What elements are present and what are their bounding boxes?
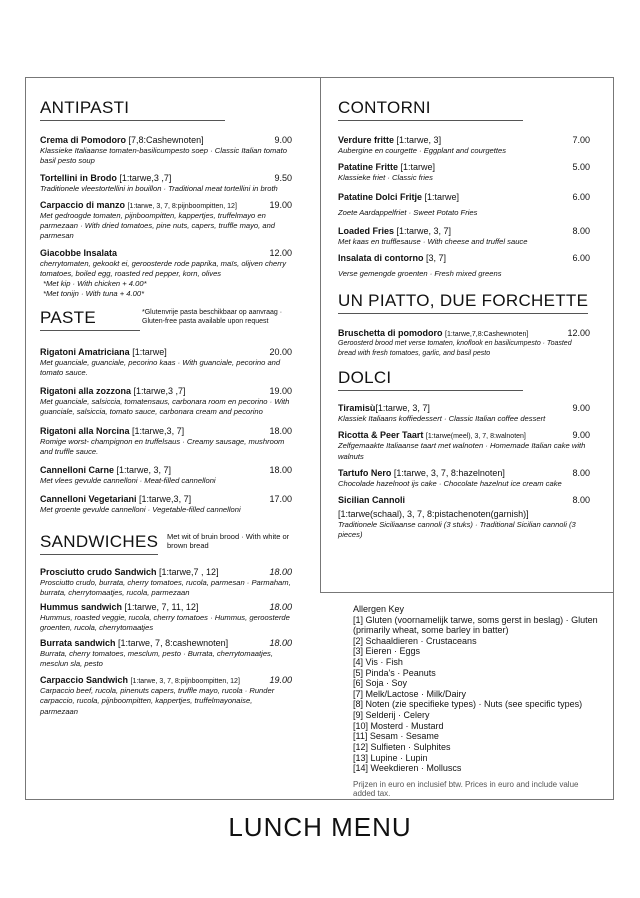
section-title: SANDWICHES [40, 532, 158, 555]
menu-item [338, 430, 590, 462]
item-name: Bruschetta di pomodoro [338, 328, 443, 339]
item-price: 7.00 [572, 135, 590, 145]
item-description: Zelfgemaakte Italiaanse taart met walnoten · Homemade Italian cake with walnuts [338, 441, 586, 461]
item-name: Tiramisù [338, 403, 376, 414]
menu-item [40, 465, 292, 486]
price-footnote: Prijzen in euro en inclusief btw. Prices in euro and include value added tax. [353, 779, 579, 799]
item-name: Carpaccio di manzo [40, 199, 126, 210]
menu-item [338, 468, 590, 489]
section-paste [40, 308, 292, 516]
menu-item [338, 403, 590, 424]
item-description: Met groente gevulde cannelloni · Vegetable-filled cannelloni [40, 505, 241, 515]
item-price: 18.00 [269, 465, 292, 475]
allergen-line: [5] Pinda's · Peanuts [353, 667, 436, 678]
item-price: 18.00 [269, 566, 292, 577]
allergen-line: [13] Lupine · Lupin [353, 752, 428, 763]
item-description: Met guanciale, salsiccia, tomatensaus, carbonara room en pecorino · With guanciale, salsiccia, tomato sauce, carbonara cream and pecorino [40, 397, 290, 417]
item-allergens: [1:tarwe, 7, 8:cashewnoten] [118, 637, 229, 648]
item-name: Rigatoni alla zozzona [40, 386, 132, 396]
item-price: 12.00 [567, 328, 590, 339]
item-allergens: [1:tarwe, 3] [396, 135, 442, 145]
menu-item [338, 328, 590, 358]
item-allergens: [7,8:Cashewnoten] [128, 135, 204, 145]
item-allergens: [1:tarwe(meel), 3, 7, 8:walnoten] [425, 433, 526, 441]
item-description: Traditionele Siciliaanse cannoli (3 stuks) · Traditional Sicilian cannoli (3 pieces) [338, 520, 576, 540]
menu-item [40, 494, 292, 515]
column-divider [320, 77, 321, 592]
item-price: 18.00 [269, 425, 292, 436]
menu-item [40, 135, 292, 167]
item-name: Sicilian Cannoli [338, 495, 406, 506]
item-allergens: [1:tarwe,7 , 12] [159, 566, 219, 577]
section-title: DOLCI [338, 368, 523, 391]
section-contorni [338, 98, 590, 279]
menu-item [40, 638, 292, 670]
item-name: Cannelloni Vegetariani [40, 494, 137, 505]
item-description: Verse gemengde groenten · Fresh mixed greens [338, 269, 502, 278]
menu-item [40, 426, 292, 458]
section-piatto [338, 291, 590, 358]
item-price: 19.00 [269, 199, 292, 210]
item-description: Burrata, cherry tomatoes, mesclum, pesto · Burrata, cherrytomaatjes, mesclun sla, pesto [40, 648, 273, 668]
allergen-divider [320, 592, 614, 593]
section-sandwiches [40, 532, 292, 717]
item-price: 19.00 [269, 675, 292, 685]
item-allergens: [1:tarwe, 3, 7, 8:hazelnoten] [393, 467, 505, 478]
item-description: Met kaas en trufflesause · With cheese and truffel sauce [338, 236, 528, 246]
item-allergens: [1:tarwe] [424, 191, 460, 202]
allergen-line: [11] Sesam · Sesame [353, 731, 439, 742]
item-description: Carpaccio beef, rucola, pinenuts capers, truffle mayo, rucola · Runder carpaccio, rucola, pijnboompitten, kappertjes, truffelmayonaise, parmezaan [40, 686, 275, 716]
item-allergens: [1:tarwe, 3, 7, 8:pijnboompitten, 12] [127, 202, 237, 210]
item-allergens: [1:tarwe,3 ,7] [119, 172, 172, 183]
menu-item [40, 200, 292, 242]
item-description: Chocolade hazelnoot ijs cake · Chocolate hazelnut ice cream cake [338, 478, 562, 488]
allergen-key [353, 604, 601, 799]
item-name: Patatine Dolci Fritje [338, 191, 423, 202]
item-name: Cannelloni Carne [40, 465, 115, 475]
allergen-line: [1] Gluten (voornamelijk tarwe, soms gerst in beslag) · Gluten (primarily wheat, some barley in batter) [353, 614, 598, 636]
item-name: Giacobbe Insalata [40, 247, 118, 258]
item-allergens: [1:tarwe,3 ,7] [133, 386, 186, 396]
item-name: Rigatoni alla Norcina [40, 425, 130, 436]
item-extra: *Met kip · With chicken + 4.00* [43, 279, 147, 288]
item-allergens: [1:tarwe] [400, 162, 436, 173]
allergen-line: [12] Sulfieten · Sulphites [353, 741, 451, 752]
allergen-line: [8] Noten (zie specifieke types) · Nuts (see specific types) [353, 699, 583, 710]
left-column [40, 98, 292, 721]
section-title: PASTE [40, 308, 140, 331]
item-name: Ricotta & Peer Taart [338, 430, 424, 441]
allergen-line: [14] Weekdieren · Molluscs [353, 763, 462, 774]
menu-item [338, 253, 590, 279]
allergen-line: [6] Soja · Soy [353, 678, 408, 689]
item-name: Insalata di contorno [338, 253, 424, 263]
item-name: Loaded Fries [338, 225, 395, 236]
item-allergens: [1:tarwe, 3, 7] [375, 403, 430, 414]
menu-item [40, 248, 292, 300]
right-column [338, 98, 590, 545]
menu-item [338, 192, 590, 218]
section-antipasti [40, 98, 292, 300]
item-description: Met vlees gevulde cannelloni · Meat-filled cannelloni [40, 476, 216, 485]
item-name: Burrata sandwich [40, 637, 116, 648]
item-description: cherrytomaten, gekookt ei, geroosterde rode paprika, maïs, olijven cherry tomatoes, boiled egg, roasted red pepper, korn, olives [40, 258, 287, 278]
item-description: Traditionele vleestortellini in bouillon · Traditional meat tortellini in broth [40, 183, 278, 193]
allergen-line: [9] Selderij · Celery [353, 710, 430, 721]
menu-item [338, 162, 590, 183]
item-description: Romige worst- champignon en truffelsaus · Creamy sausage, mushroom and truffle sauce. [40, 436, 285, 456]
item-price: 6.00 [572, 191, 590, 202]
item-name: Patatine Fritte [338, 162, 399, 173]
item-price: 9.00 [572, 430, 590, 441]
menu-item [338, 135, 590, 156]
item-description: Geroosterd brood met verse tomaten, knoflook en basilicumpesto · Toasted bread with fresh tomatoes, garlic, and basil pesto [338, 340, 572, 357]
section-note: Met wit of bruin brood · With white or brown bread [167, 531, 290, 551]
item-price: 20.00 [269, 346, 292, 357]
section-note: *Glutenvrije pasta beschikbaar op aanvraag · Gluten-free pasta available upon request [142, 308, 283, 325]
menu-item [40, 675, 292, 717]
menu-item [40, 602, 292, 634]
item-price: 17.00 [269, 494, 292, 505]
item-name: Crema di Pomodoro [40, 135, 127, 145]
allergen-line: [7] Melk/Lactose · Milk/Dairy [353, 688, 467, 699]
allergen-line: [4] Vis · Fish [353, 657, 403, 668]
item-price: 9.50 [274, 172, 292, 183]
item-price: 18.00 [269, 637, 292, 648]
item-name: Prosciutto crudo Sandwich [40, 566, 157, 577]
section-title: UN PIATTO, DUE FORCHETTE [338, 291, 588, 314]
item-name: Carpaccio Sandwich [40, 675, 129, 685]
item-name: Verdure fritte [338, 135, 395, 145]
item-price: 19.00 [269, 386, 292, 396]
item-description: Klassieke friet · Classic fries [338, 173, 433, 183]
item-description: Hummus, roasted veggie, rucola, cherry tomatoes · Hummus, geroosterde groenten, rucola, cherrytomaatjes [40, 613, 290, 633]
item-extra: *Met tonijn · With tuna + 4.00* [43, 289, 145, 299]
menu-item [338, 495, 590, 541]
item-description: Zoete Aardappelfriet · Sweet Potato Fries [338, 207, 478, 217]
menu-item [40, 173, 292, 194]
section-title: ANTIPASTI [40, 98, 225, 121]
menu-item [40, 347, 292, 379]
menu-item [338, 226, 590, 247]
item-price: 8.00 [572, 225, 590, 236]
item-allergens: [1:tarwe,7,8:Cashewnoten] [445, 331, 529, 339]
item-price: 9.00 [572, 403, 590, 414]
item-allergens: [1:tarwe, 7, 11, 12] [124, 602, 199, 612]
item-allergens: [1:tarwe, 3, 7, 8:pijnboompitten, 12] [130, 678, 240, 685]
allergen-line: [3] Eieren · Eggs [353, 646, 421, 657]
item-price: 9.00 [274, 135, 292, 145]
item-allergens: [1:tarwe, 3, 7] [116, 465, 172, 475]
item-price: 6.00 [572, 253, 590, 263]
item-allergens: [1:tarwe(schaal), 3, 7, 8:pistachenoten(garnish)] [338, 509, 529, 520]
item-price: 18.00 [269, 602, 292, 612]
allergen-line: [10] Mosterd · Mustard [353, 720, 444, 731]
item-description: Prosciutto crudo, burrata, cherry tomatoes, rucola, parmesan · Parmaham, burrata, cherrytomaatjes, rucola, parmezaan [40, 577, 291, 597]
item-price: 8.00 [572, 495, 590, 506]
item-description: Aubergine en courgette · Eggplant and courgettes [338, 146, 507, 155]
item-description: Met gedroogde tomaten, pijnboompitten, kappertjes, truffelmayo en parmezaan · With dried tomatoes, pine nuts, capers, truffle mayo, and parmesan [40, 210, 276, 241]
item-allergens: [1:tarwe] [132, 346, 167, 357]
item-allergens: [1:tarwe,3, 7] [139, 494, 192, 505]
item-price: 12.00 [269, 247, 292, 258]
item-name: Tartufo Nero [338, 467, 392, 478]
item-name: Tortellini in Brodo [40, 172, 117, 183]
item-allergens: [1:tarwe,3, 7] [132, 425, 185, 436]
item-description: Klassieke Italiaanse tomaten-basilicumpesto soep · Classic Italian tomato basil pesto soup [40, 146, 287, 166]
item-name: Hummus sandwich [40, 602, 123, 612]
section-dolci [338, 368, 590, 541]
menu-item [40, 386, 292, 418]
menu-item [40, 567, 292, 599]
item-allergens: [1:tarwe, 3, 7] [396, 225, 452, 236]
item-description: Klassiek Italiaans koffiedessert · Classic Italian coffee dessert [338, 414, 546, 424]
item-price: 5.00 [572, 162, 590, 173]
item-description: Met guanciale, guanciale, pecorino kaas · With guanciale, pecorino and tomato sauce. [40, 357, 281, 377]
page-title: LUNCH MENU [228, 812, 412, 842]
item-name: Rigatoni Amatriciana [40, 346, 130, 357]
allergen-title: Allergen Key [353, 604, 405, 614]
allergen-line: [2] Schaaldieren · Crustaceans [353, 635, 477, 646]
item-price: 8.00 [572, 467, 590, 478]
section-title: CONTORNI [338, 98, 523, 121]
item-allergens: [3, 7] [426, 253, 447, 263]
